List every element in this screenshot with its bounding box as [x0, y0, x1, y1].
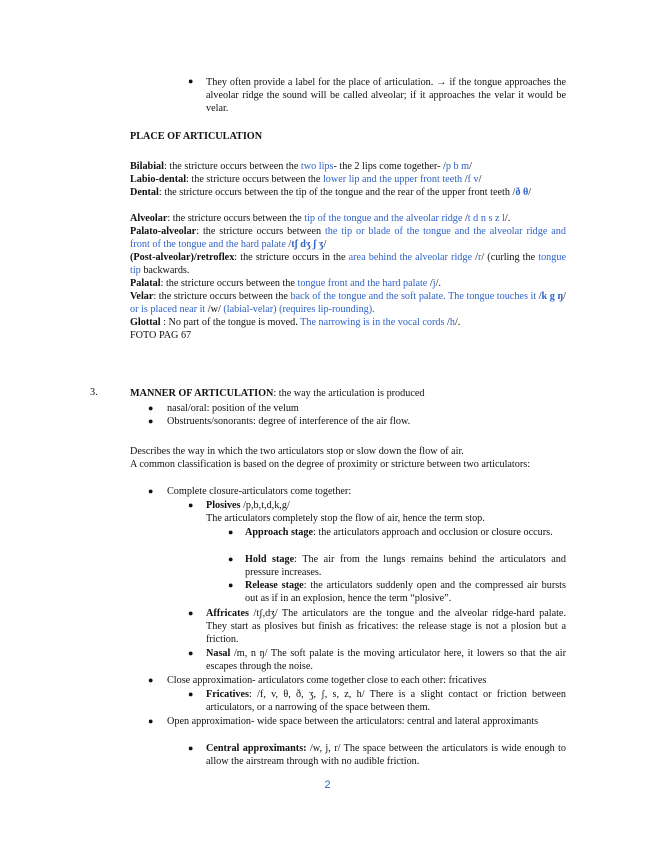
release-stage-text: Release stage: the articulators suddenly open and the compressed air bursts out as if in an explosion, hence the term “plosive”. — [245, 580, 566, 605]
page-number: 2 — [324, 779, 331, 791]
approach-stage-text: Approach stage: the articulators approach and occlusion or closure occurs. — [245, 527, 553, 538]
bullet-icon: ● — [228, 580, 234, 590]
close-approx-text: Close approximation- articulators come together close to each other: fricatives — [167, 675, 487, 686]
fricatives-text: Fricatives: /f, v, θ, ð, ʒ, ʃ, s, z, h/ There is a slight contact or friction between articulators, or a narrowing of the space between them. — [206, 689, 566, 714]
bullet-icon: ● — [188, 689, 194, 699]
manner-sub-bullet: Obstruents/sonorants: degree of interference of the air flow. — [167, 416, 411, 427]
bullet-icon: ● — [148, 416, 154, 426]
place-entry-palatal: Palatal: the stricture occurs between the tongue front and the hard palate /j/. — [130, 278, 441, 289]
bullet-icon: ● — [148, 486, 154, 496]
bullet-icon: ● — [188, 608, 194, 618]
affricates-text: Affricates /tʃ,dʒ/ The articulators are the tongue and the alveolar ridge-hard palate. They start as plosives but finish as fricatives: the release stage is not a plosion but a friction. — [206, 608, 566, 646]
place-entry-retroflex: (Post-alveolar)/retroflex: the stricture occurs in the area behind the alveolar ridge /r/ (curling the tongue tip backwards. — [130, 252, 566, 277]
bullet-icon: ● — [188, 648, 194, 658]
foto-note: FOTO PAG 67 — [130, 330, 192, 341]
bullet-icon: ● — [148, 716, 154, 726]
section-number: 3. — [90, 387, 98, 398]
plosives-desc: The articulators completely stop the flow of air, hence the term stop. — [206, 513, 485, 524]
bullet-icon: ● — [148, 403, 154, 413]
bullet-icon: ● — [188, 743, 194, 753]
manner-sub-bullet: nasal/oral: position of the velum — [167, 403, 299, 414]
manner-desc: Describes the way in which the two articulators stop or slow down the flow of air. — [130, 446, 464, 457]
nasal-text: Nasal /m, n ŋ/ The soft palate is the moving articulator here, it lowers so that the air escapes through the noise. — [206, 648, 566, 673]
place-entry-velar: Velar: the stricture occurs between the back of the tongue and the soft palate. The tongue touches it /k g ŋ/ or is placed near it /w/ (labial-velar) (requires lip-rounding). — [130, 291, 566, 316]
bullet-icon: ● — [228, 527, 234, 537]
place-heading: PLACE OF ARTICULATION — [130, 131, 263, 142]
plosives-text: Plosives /p,b,t,d,k,g/ — [206, 500, 290, 511]
bullet-icon: ● — [228, 554, 234, 564]
manner-desc: A common classification is based on the degree of proximity or stricture between two articulators: — [130, 459, 531, 470]
manner-heading: MANNER OF ARTICULATION: the way the articulation is produced — [130, 388, 425, 399]
place-entry-glottal: Glottal : No part of the tongue is moved. The narrowing is in the vocal cords /h/. — [130, 317, 461, 328]
open-approx-text: Open approximation- wide space between the articulators: central and lateral approximants — [167, 716, 539, 727]
bullet-icon: ● — [188, 76, 194, 86]
central-approximants-text: Central approximants: /w, j, r/ The space between the articulators is wide enough to allow the airstream through with no audible friction. — [206, 743, 566, 768]
bullet-icon: ● — [148, 675, 154, 685]
place-entry-alveolar: Alveolar: the stricture occurs between the tip of the tongue and the alveolar ridge /t d n s z l/. — [130, 213, 511, 224]
place-entry-dental: Dental: the stricture occurs between the tip of the tongue and the rear of the upper front teeth /ð θ/ — [130, 187, 532, 198]
place-entry-labiodental: Labio-dental: the stricture occurs between the lower lip and the upper front teeth /f v/ — [130, 174, 482, 185]
bullet-icon: ● — [188, 500, 194, 510]
intro-bullet-text: They often provide a label for the place of articulation. → if the tongue approaches the alveolar ridge the sound will be called alveolar; if it approaches the velar it would be velar. — [206, 77, 566, 115]
place-entry-bilabial: Bilabial: the stricture occurs between the two lips- the 2 lips come together- /p b m/ — [130, 161, 472, 172]
place-entry-palato-alveolar: Palato-alveolar: the stricture occurs between the tip or blade of the tongue and the alveolar ridge and front of the tongue and the hard palate /tʃ dʒ ʃ ʒ/ — [130, 226, 566, 251]
hold-stage-text: Hold stage: The air from the lungs remains behind the articulators and pressure increases. — [245, 554, 566, 579]
complete-closure-text: Complete closure-articulators come together: — [167, 486, 352, 497]
